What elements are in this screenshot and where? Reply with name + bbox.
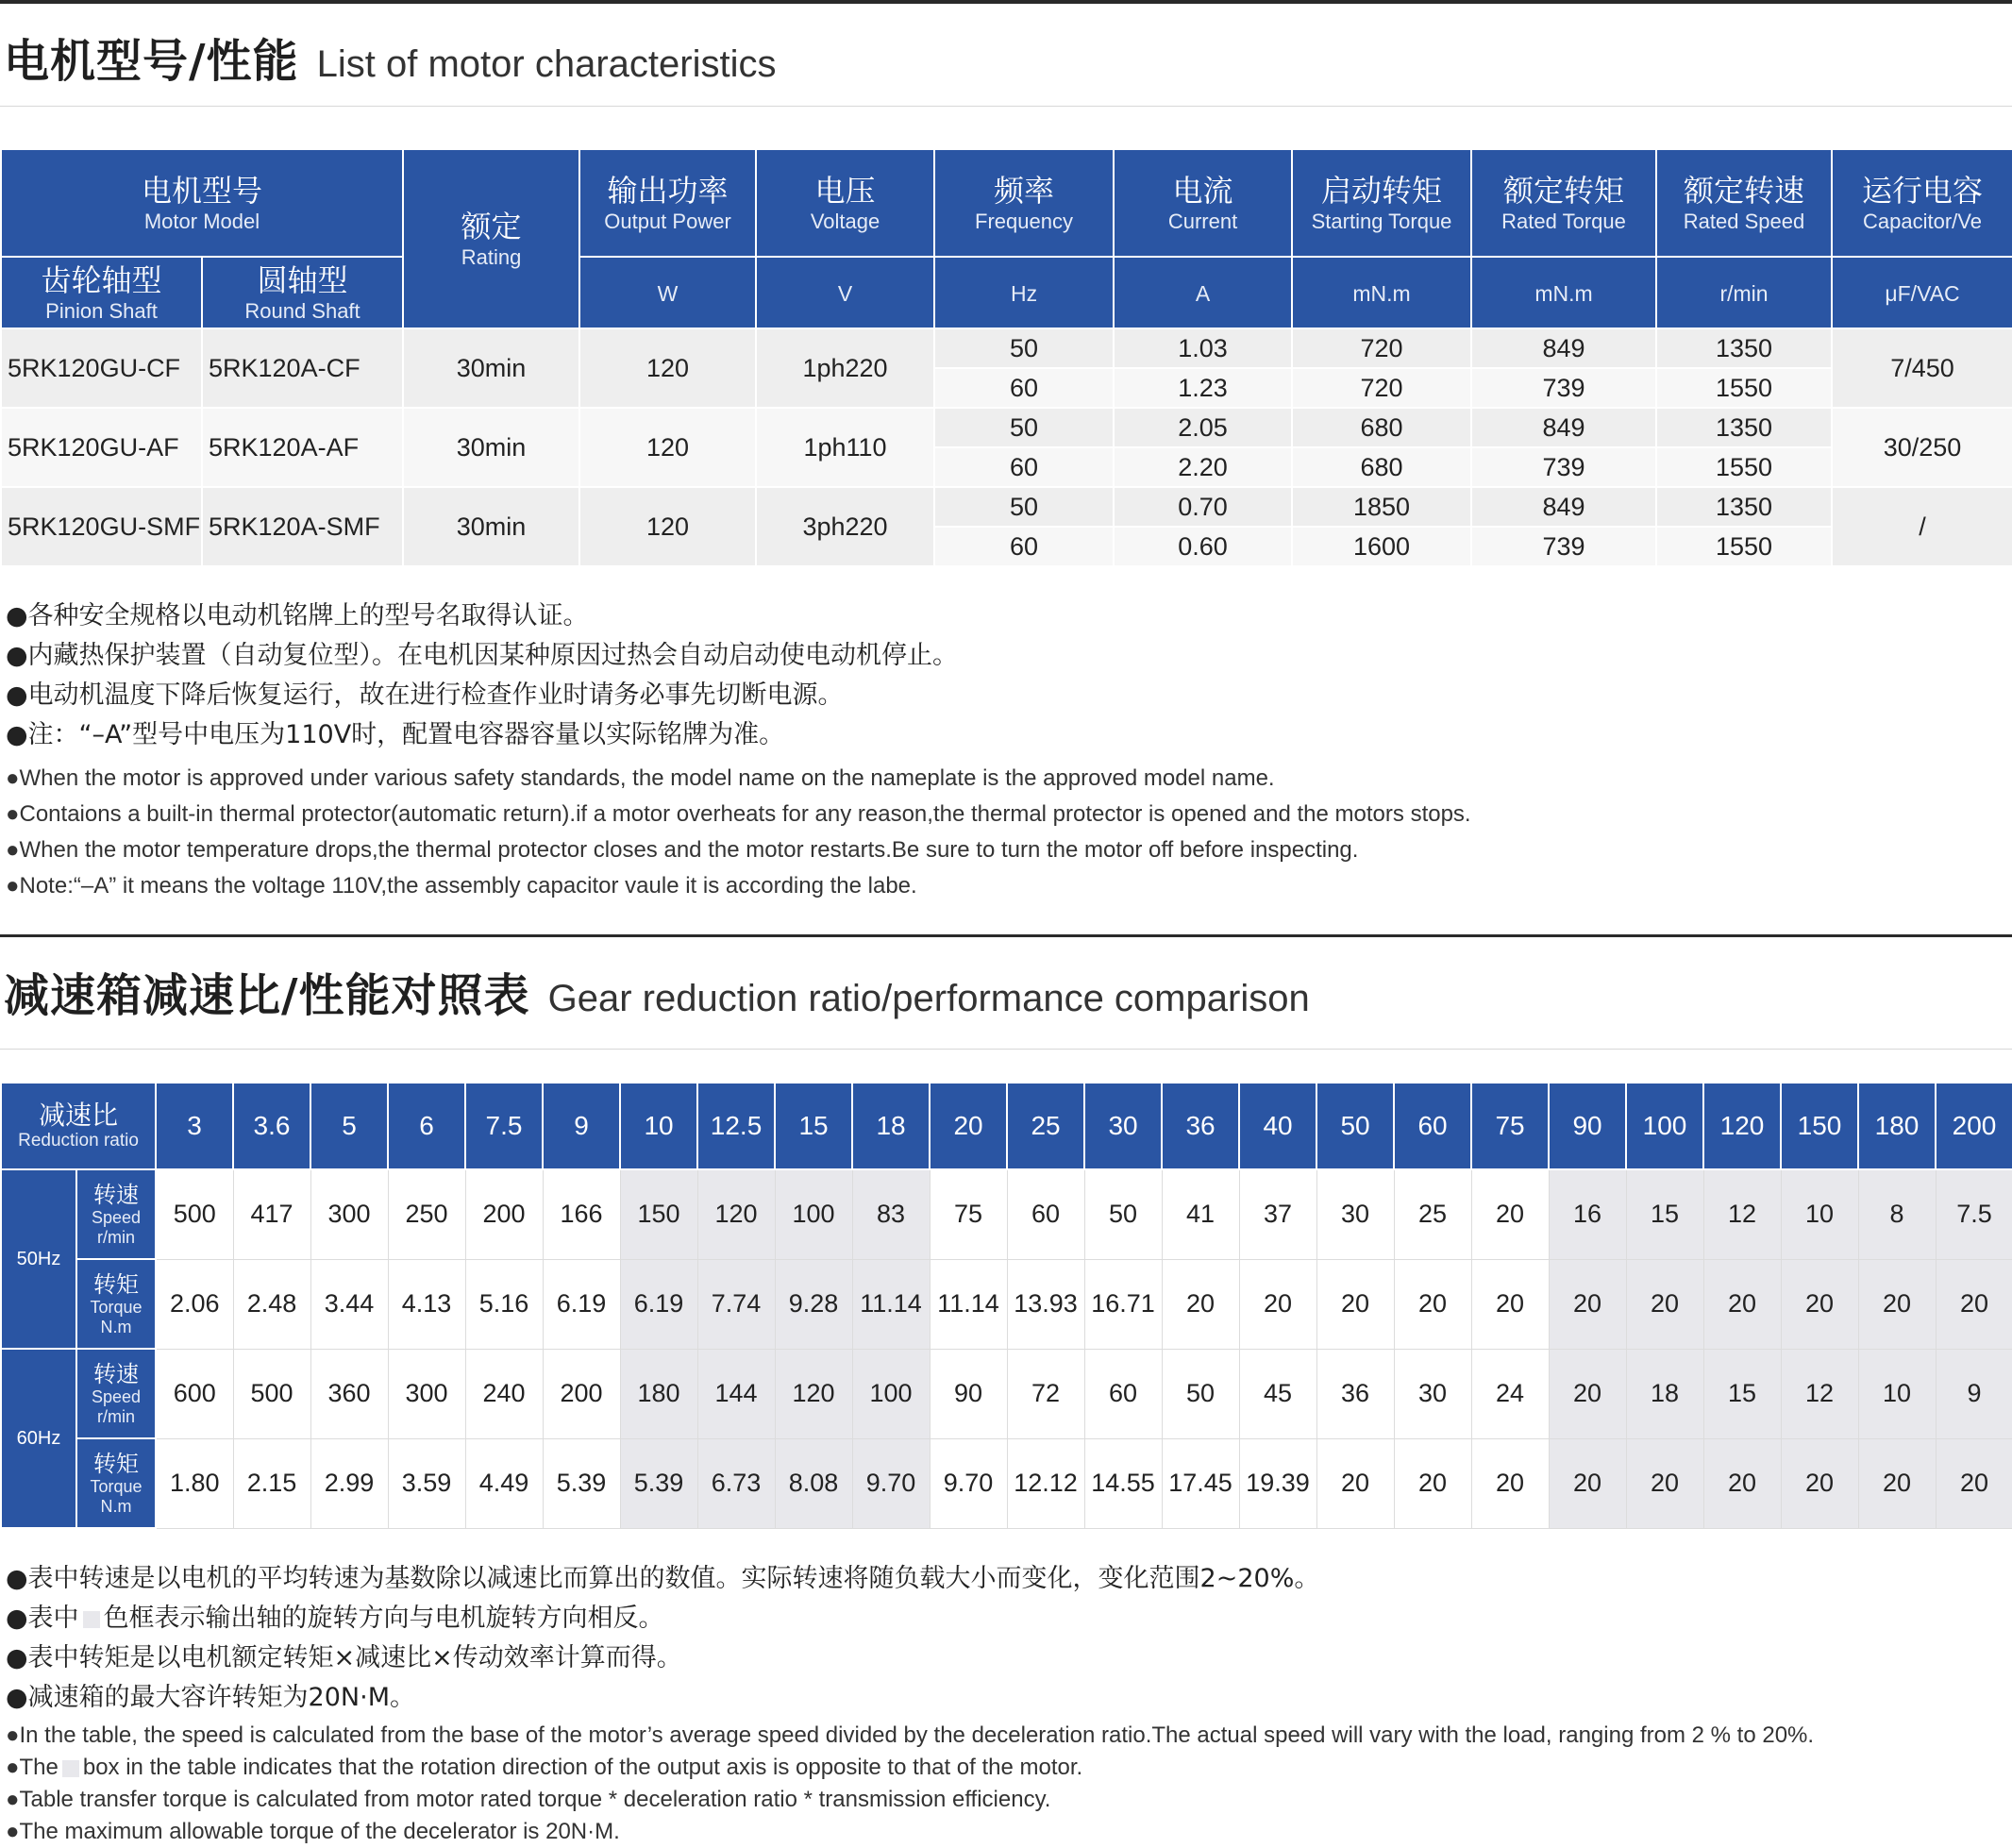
- torque-cell: 4.13: [388, 1259, 465, 1349]
- rated-speed-unit-text: r/min: [1719, 280, 1769, 306]
- motor-row: [1, 328, 2012, 368]
- note-line: ●减速箱的最大容许转矩为20N·M。: [6, 1683, 415, 1712]
- current-cell: 2.20: [1114, 447, 1292, 487]
- reduction-ratio-zh: 减速比: [39, 1100, 119, 1131]
- start-torque-unit-text: mN.m: [1352, 280, 1411, 306]
- torque-cell: 20: [1781, 1259, 1858, 1349]
- torque-cell: 3.59: [388, 1438, 465, 1528]
- speed-cell: 10: [1781, 1169, 1858, 1259]
- start-torque-cell: 1600: [1292, 527, 1471, 566]
- rated-torque-cell: 739: [1471, 527, 1656, 566]
- current-header-zh: 电流: [1172, 173, 1233, 209]
- rated-torque-header-zh: 额定转矩: [1503, 173, 1625, 209]
- speed-cell: 41: [1162, 1169, 1239, 1259]
- speed-cell: 100: [852, 1349, 930, 1438]
- ratio-header-cell: 3.6: [233, 1083, 310, 1169]
- speed-cell: 24: [1471, 1349, 1549, 1438]
- torque-cell: 9.70: [852, 1438, 930, 1528]
- ratio-header-cell: 18: [852, 1083, 930, 1169]
- rated-torque-header-en: Rated Torque: [1501, 210, 1626, 233]
- speed-cell: 9: [1936, 1349, 2012, 1438]
- speed-cell: 500: [156, 1169, 233, 1259]
- gear-table: [0, 1082, 2012, 1529]
- speed-cell: 360: [310, 1349, 388, 1438]
- rated-torque-cell: 849: [1471, 408, 1656, 447]
- torque-label-en: Torque: [90, 1297, 143, 1317]
- speed-cell: 10: [1858, 1349, 1936, 1438]
- torque-cell: 9.28: [775, 1259, 852, 1349]
- voltage-unit-text: V: [837, 280, 853, 306]
- rated-torque-header: [1471, 149, 1656, 257]
- torque-cell: 2.48: [233, 1259, 310, 1349]
- ratio-header-cell: 90: [1549, 1083, 1626, 1169]
- speed-cell: 16: [1549, 1169, 1626, 1259]
- note-line: ●注：“–A”型号中电压为110V时，配置电容器容量以实际铭牌为准。: [6, 720, 785, 749]
- speed-label-unit: r/min: [97, 1227, 135, 1247]
- notes2-zh: [6, 1559, 1814, 1718]
- ratio-header-cell: 180: [1858, 1083, 1936, 1169]
- capacitor-unit-text: μF/VAC: [1885, 280, 1960, 306]
- note-text: box in the table indicates that the rotation direction of the output axis is opposite to that of the motor.: [82, 1755, 1083, 1780]
- speed-cell: 18: [1626, 1349, 1703, 1438]
- speed-label-unit: r/min: [97, 1406, 135, 1426]
- torque-cell: 12.12: [1007, 1438, 1084, 1528]
- power-header-en: Output Power: [604, 210, 731, 233]
- speed-cell: 250: [388, 1169, 465, 1259]
- rating-cell: 30min: [403, 408, 579, 487]
- rated-speed-header: [1656, 149, 1832, 257]
- power-header-zh: 输出功率: [607, 173, 729, 209]
- torque-row: [1, 1259, 2012, 1349]
- speed-cell: 37: [1239, 1169, 1316, 1259]
- ratio-header-cell: 10: [620, 1083, 697, 1169]
- torque-row: [1, 1438, 2012, 1528]
- speed-cell: 90: [930, 1349, 1007, 1438]
- start-torque-cell: 720: [1292, 368, 1471, 408]
- torque-cell: 11.14: [930, 1259, 1007, 1349]
- torque-cell: 20: [1316, 1259, 1394, 1349]
- notes1-zh: [6, 596, 1471, 755]
- power-unit-text: W: [657, 280, 679, 306]
- ratio-header-cell: 50: [1316, 1083, 1394, 1169]
- note-line: ●表中转速是以电机的平均转速为基数除以减速比而算出的数值。实际转速将随负载大小而变化，变化范围2~20%。: [6, 1564, 1320, 1593]
- torque-cell: 9.70: [930, 1438, 1007, 1528]
- ratio-header-cell: 12.5: [697, 1083, 775, 1169]
- ratio-header-cell: 150: [1781, 1083, 1858, 1169]
- torque-cell: 8.08: [775, 1438, 852, 1528]
- speed-cell: 180: [620, 1349, 697, 1438]
- speed-cell: 50: [1162, 1349, 1239, 1438]
- note-line: ●In the table, the speed is calculated from the base of the motor’s average speed divided by the deceleration ratio.The actual speed will vary with the load, ranging from 2 % to 20%.: [6, 1722, 1815, 1748]
- voltage-cell: 1ph110: [756, 408, 934, 487]
- speed-cell: 12: [1703, 1169, 1781, 1259]
- reduction-ratio-header: [1, 1083, 156, 1169]
- ratio-header-cell: 75: [1471, 1083, 1549, 1169]
- shaded-box-swatch: [62, 1760, 79, 1777]
- round-header: [202, 257, 403, 328]
- motor-model-header-zh: 电机型号: [142, 173, 263, 209]
- ratio-header-cell: 100: [1626, 1083, 1703, 1169]
- current-cell: 2.05: [1114, 408, 1292, 447]
- torque-cell: 20: [1471, 1438, 1549, 1528]
- freq-header-zh: 频率: [994, 173, 1055, 209]
- torque-cell: 20: [1703, 1438, 1781, 1528]
- shaded-box-swatch: [83, 1611, 100, 1628]
- speed-cell: 7.5: [1936, 1169, 2012, 1259]
- torque-cell: 2.99: [310, 1438, 388, 1528]
- start-torque-cell: 680: [1292, 447, 1471, 487]
- ratio-header-cell: 30: [1084, 1083, 1162, 1169]
- start-torque-cell: 1850: [1292, 487, 1471, 527]
- start-torque-cell: 680: [1292, 408, 1471, 447]
- start-torque-unit: [1292, 257, 1471, 328]
- frequency-label: 50Hz: [1, 1169, 76, 1349]
- torque-label-en: Torque: [90, 1476, 143, 1496]
- freq-header-en: Frequency: [975, 210, 1073, 233]
- ratio-header-cell: 60: [1394, 1083, 1471, 1169]
- current-cell: 0.60: [1114, 527, 1292, 566]
- speed-cell: 8: [1858, 1169, 1936, 1259]
- speed-cell: 200: [465, 1169, 543, 1259]
- section1-title-en: List of motor characteristics: [316, 43, 777, 85]
- power-cell: 120: [579, 328, 756, 408]
- current-unit-text: A: [1195, 280, 1211, 306]
- speed-label-en: Speed: [91, 1207, 142, 1227]
- capacitor-header-en: Capacitor/Ve: [1863, 210, 1982, 233]
- rating-cell: 30min: [403, 328, 579, 408]
- notes1: [6, 596, 1471, 904]
- torque-cell: 20: [1239, 1259, 1316, 1349]
- note-line: ●The maximum allowable torque of the decelerator is 20N·M.: [6, 1819, 620, 1844]
- power-unit: [579, 257, 756, 328]
- power-header: [579, 149, 756, 257]
- speed-cell: 417: [233, 1169, 310, 1259]
- rated-speed-cell: 1550: [1656, 447, 1832, 487]
- section2-rule: [0, 934, 2012, 937]
- torque-cell: 20: [1703, 1259, 1781, 1349]
- ratio-header-cell: 120: [1703, 1083, 1781, 1169]
- speed-cell: 15: [1703, 1349, 1781, 1438]
- pinion-header-en: Pinion Shaft: [45, 299, 158, 323]
- ratio-header-cell: 7.5: [465, 1083, 543, 1169]
- rating-cell: 30min: [403, 487, 579, 566]
- torque-cell: 20: [1394, 1438, 1471, 1528]
- torque-label-unit: N.m: [100, 1496, 132, 1516]
- motor-model-header: [1, 149, 403, 257]
- torque-cell: 2.15: [233, 1438, 310, 1528]
- section2-divider: [0, 1049, 2012, 1050]
- torque-cell: 2.06: [156, 1259, 233, 1349]
- rating-header: [403, 149, 579, 328]
- rating-header-zh: 额定: [461, 209, 522, 244]
- power-cell: 120: [579, 408, 756, 487]
- torque-cell: 14.55: [1084, 1438, 1162, 1528]
- top-rule: [0, 0, 2012, 4]
- rated-speed-cell: 1350: [1656, 487, 1832, 527]
- freq-cell: 60: [934, 447, 1114, 487]
- pinion-header: [1, 257, 202, 328]
- torque-cell: 20: [1471, 1259, 1549, 1349]
- torque-cell: 5.39: [620, 1438, 697, 1528]
- rated-speed-unit: [1656, 257, 1832, 328]
- rated-speed-header-en: Rated Speed: [1683, 210, 1805, 233]
- speed-cell: 100: [775, 1169, 852, 1259]
- torque-cell: 20: [1162, 1259, 1239, 1349]
- speed-cell: 300: [388, 1349, 465, 1438]
- freq-cell: 50: [934, 487, 1114, 527]
- torque-cell: 20: [1626, 1259, 1703, 1349]
- speed-label-zh: 转速: [93, 1360, 139, 1387]
- speed-cell: 240: [465, 1349, 543, 1438]
- speed-cell: 25: [1394, 1169, 1471, 1259]
- ratio-header-cell: 25: [1007, 1083, 1084, 1169]
- torque-label-unit: N.m: [100, 1317, 132, 1336]
- ratio-header-cell: 20: [930, 1083, 1007, 1169]
- freq-cell: 50: [934, 328, 1114, 368]
- pinion-model-cell: 5RK120GU-SMF: [1, 487, 202, 566]
- note-line: ●Contaions a built-in thermal protector(automatic return).if a motor overheats for any reason,the thermal protector is opened and the motors stops.: [6, 801, 1471, 827]
- ratio-header-cell: 3: [156, 1083, 233, 1169]
- torque-cell: 5.39: [543, 1438, 620, 1528]
- ratio-header-cell: 6: [388, 1083, 465, 1169]
- speed-cell: 30: [1316, 1169, 1394, 1259]
- round-header-zh: 圆轴型: [257, 262, 348, 298]
- pinion-header-zh: 齿轮轴型: [41, 262, 162, 298]
- rated-torque-cell: 849: [1471, 487, 1656, 527]
- speed-cell: 72: [1007, 1349, 1084, 1438]
- speed-cell: 166: [543, 1169, 620, 1259]
- freq-unit: [934, 257, 1114, 328]
- note-text: 色框表示输出轴的旋转方向与电机旋转方向相反。: [103, 1604, 664, 1633]
- round-header-en: Round Shaft: [244, 299, 360, 323]
- torque-cell: 1.80: [156, 1438, 233, 1528]
- rated-speed-header-zh: 额定转速: [1684, 173, 1805, 209]
- rated-torque-unit: [1471, 257, 1656, 328]
- power-cell: 120: [579, 487, 756, 566]
- torque-cell: 13.93: [1007, 1259, 1084, 1349]
- start-torque-header: [1292, 149, 1471, 257]
- frequency-label: 60Hz: [1, 1349, 76, 1528]
- note-line: [6, 1599, 1814, 1638]
- pinion-model-cell: 5RK120GU-AF: [1, 408, 202, 487]
- speed-cell: 50: [1084, 1169, 1162, 1259]
- ratio-header-row: [1, 1083, 2012, 1169]
- freq-cell: 60: [934, 527, 1114, 566]
- start-torque-header-en: Starting Torque: [1311, 210, 1452, 233]
- speed-cell: 60: [1084, 1349, 1162, 1438]
- note-line: ●When the motor is approved under various safety standards, the model name on the nameplate is the approved model name.: [6, 765, 1275, 791]
- note-line: ●Table transfer torque is calculated from motor rated torque * deceleration ratio * transmission efficiency.: [6, 1787, 1051, 1812]
- current-header-en: Current: [1167, 210, 1238, 233]
- freq-header: [934, 149, 1114, 257]
- speed-cell: 300: [310, 1169, 388, 1259]
- current-cell: 0.70: [1114, 487, 1292, 527]
- torque-label: [76, 1438, 156, 1528]
- ratio-header-cell: 9: [543, 1083, 620, 1169]
- torque-cell: 6.19: [620, 1259, 697, 1349]
- rated-torque-cell: 739: [1471, 368, 1656, 408]
- speed-cell: 200: [543, 1349, 620, 1438]
- speed-cell: 600: [156, 1349, 233, 1438]
- start-torque-header-zh: 启动转矩: [1321, 173, 1443, 209]
- motor-table-body: [1, 328, 2012, 566]
- speed-row: [1, 1349, 2012, 1438]
- note-line: ●表中转矩是以电机额定转矩×减速比×传动效率计算而得。: [6, 1643, 682, 1672]
- torque-cell: 4.49: [465, 1438, 543, 1528]
- section2-title-zh: 减速箱减速比/性能对照表: [4, 969, 530, 1022]
- voltage-cell: 3ph220: [756, 487, 934, 566]
- speed-label-zh: 转速: [93, 1181, 139, 1208]
- motor-row: [1, 408, 2012, 447]
- motor-model-header-en: Motor Model: [143, 210, 260, 233]
- torque-cell: 11.14: [852, 1259, 930, 1349]
- rating-header-en: Rating: [461, 245, 522, 269]
- voltage-cell: 1ph220: [756, 328, 934, 408]
- capacitor-header: [1832, 149, 2012, 257]
- voltage-header-zh: 电压: [814, 173, 876, 209]
- torque-cell: 20: [1781, 1438, 1858, 1528]
- round-model-cell: 5RK120A-AF: [202, 408, 403, 487]
- speed-cell: 83: [852, 1169, 930, 1259]
- notes2-en: [6, 1720, 1814, 1848]
- current-cell: 1.03: [1114, 328, 1292, 368]
- section2-title-en: Gear reduction ratio/performance comparison: [547, 978, 1310, 1019]
- ratio-header-cell: 15: [775, 1083, 852, 1169]
- freq-cell: 60: [934, 368, 1114, 408]
- torque-cell: 20: [1858, 1438, 1936, 1528]
- current-unit: [1114, 257, 1292, 328]
- notes2: [6, 1559, 1814, 1848]
- rated-torque-cell: 739: [1471, 447, 1656, 487]
- rated-speed-cell: 1350: [1656, 328, 1832, 368]
- speed-cell: 45: [1239, 1349, 1316, 1438]
- reduction-ratio-en: Reduction ratio: [18, 1131, 139, 1151]
- start-torque-cell: 720: [1292, 328, 1471, 368]
- section1-divider: [0, 106, 2012, 107]
- speed-cell: 20: [1471, 1169, 1549, 1259]
- note-line: ●各种安全规格以电动机铭牌上的型号名取得认证。: [6, 601, 589, 630]
- section2-title: [4, 959, 1310, 1024]
- speed-cell: 20: [1549, 1349, 1626, 1438]
- speed-cell: 120: [775, 1349, 852, 1438]
- speed-cell: 12: [1781, 1349, 1858, 1438]
- note-text: ●The: [6, 1755, 59, 1780]
- ratio-header-cell: 5: [310, 1083, 388, 1169]
- rated-torque-cell: 849: [1471, 328, 1656, 368]
- speed-cell: 120: [697, 1169, 775, 1259]
- torque-label-zh: 转矩: [93, 1450, 139, 1477]
- freq-cell: 50: [934, 408, 1114, 447]
- speed-row: [1, 1169, 2012, 1259]
- torque-cell: 5.16: [465, 1259, 543, 1349]
- torque-cell: 19.39: [1239, 1438, 1316, 1528]
- capacitor-cell: /: [1832, 487, 2012, 566]
- capacitor-cell: 7/450: [1832, 328, 2012, 408]
- motor-table: [0, 148, 2012, 567]
- motor-row: [1, 487, 2012, 527]
- torque-cell: 20: [1936, 1438, 2012, 1528]
- round-model-cell: 5RK120A-SMF: [202, 487, 403, 566]
- rated-speed-cell: 1550: [1656, 527, 1832, 566]
- note-line: ●电动机温度下降后恢复运行，故在进行检查作业时请务必事先切断电源。: [6, 680, 844, 710]
- note-line: ●内藏热保护装置（自动复位型）。在电机因某种原因过热会自动启动使电动机停止。: [6, 641, 959, 670]
- round-model-cell: 5RK120A-CF: [202, 328, 403, 408]
- speed-label: [76, 1169, 156, 1259]
- voltage-header-en: Voltage: [810, 210, 880, 233]
- capacitor-cell: 30/250: [1832, 408, 2012, 487]
- torque-label: [76, 1259, 156, 1349]
- speed-label-en: Speed: [91, 1386, 142, 1406]
- torque-cell: 20: [1316, 1438, 1394, 1528]
- rated-torque-unit-text: mN.m: [1534, 280, 1593, 306]
- torque-cell: 6.19: [543, 1259, 620, 1349]
- torque-cell: 20: [1394, 1259, 1471, 1349]
- capacitor-unit: [1832, 257, 2012, 328]
- current-cell: 1.23: [1114, 368, 1292, 408]
- speed-label: [76, 1349, 156, 1438]
- voltage-unit: [756, 257, 934, 328]
- torque-cell: 6.73: [697, 1438, 775, 1528]
- note-line: [6, 1752, 1814, 1784]
- speed-cell: 36: [1316, 1349, 1394, 1438]
- freq-unit-text: Hz: [1010, 280, 1038, 306]
- capacitor-header-zh: 运行电容: [1862, 173, 1984, 209]
- torque-cell: 20: [1626, 1438, 1703, 1528]
- gear-table-body: [1, 1083, 2012, 1528]
- ratio-header-cell: 36: [1162, 1083, 1239, 1169]
- torque-cell: 17.45: [1162, 1438, 1239, 1528]
- section1-title: [4, 25, 776, 90]
- ratio-header-cell: 40: [1239, 1083, 1316, 1169]
- speed-cell: 15: [1626, 1169, 1703, 1259]
- speed-cell: 30: [1394, 1349, 1471, 1438]
- current-header: [1114, 149, 1292, 257]
- rated-speed-cell: 1550: [1656, 368, 1832, 408]
- torque-cell: 20: [1858, 1259, 1936, 1349]
- notes1-en: [6, 761, 1471, 904]
- section1-title-zh: 电机型号/性能: [4, 35, 299, 88]
- torque-cell: 20: [1549, 1438, 1626, 1528]
- speed-cell: 150: [620, 1169, 697, 1259]
- note-line: ●When the motor temperature drops,the thermal protector closes and the motor restarts.Be sure to turn the motor off before inspecting.: [6, 837, 1359, 863]
- ratio-header-cell: 200: [1936, 1083, 2012, 1169]
- voltage-header: [756, 149, 934, 257]
- note-text: ●表中: [6, 1604, 79, 1633]
- torque-label-zh: 转矩: [93, 1270, 139, 1298]
- pinion-model-cell: 5RK120GU-CF: [1, 328, 202, 408]
- rated-speed-cell: 1350: [1656, 408, 1832, 447]
- speed-cell: 75: [930, 1169, 1007, 1259]
- torque-cell: 7.74: [697, 1259, 775, 1349]
- speed-cell: 60: [1007, 1169, 1084, 1259]
- torque-cell: 20: [1936, 1259, 2012, 1349]
- torque-cell: 20: [1549, 1259, 1626, 1349]
- torque-cell: 3.44: [310, 1259, 388, 1349]
- note-line: ●Note:“–A” it means the voltage 110V,the assembly capacitor vaule it is according the labe.: [6, 873, 917, 899]
- torque-cell: 16.71: [1084, 1259, 1162, 1349]
- speed-cell: 144: [697, 1349, 775, 1438]
- speed-cell: 500: [233, 1349, 310, 1438]
